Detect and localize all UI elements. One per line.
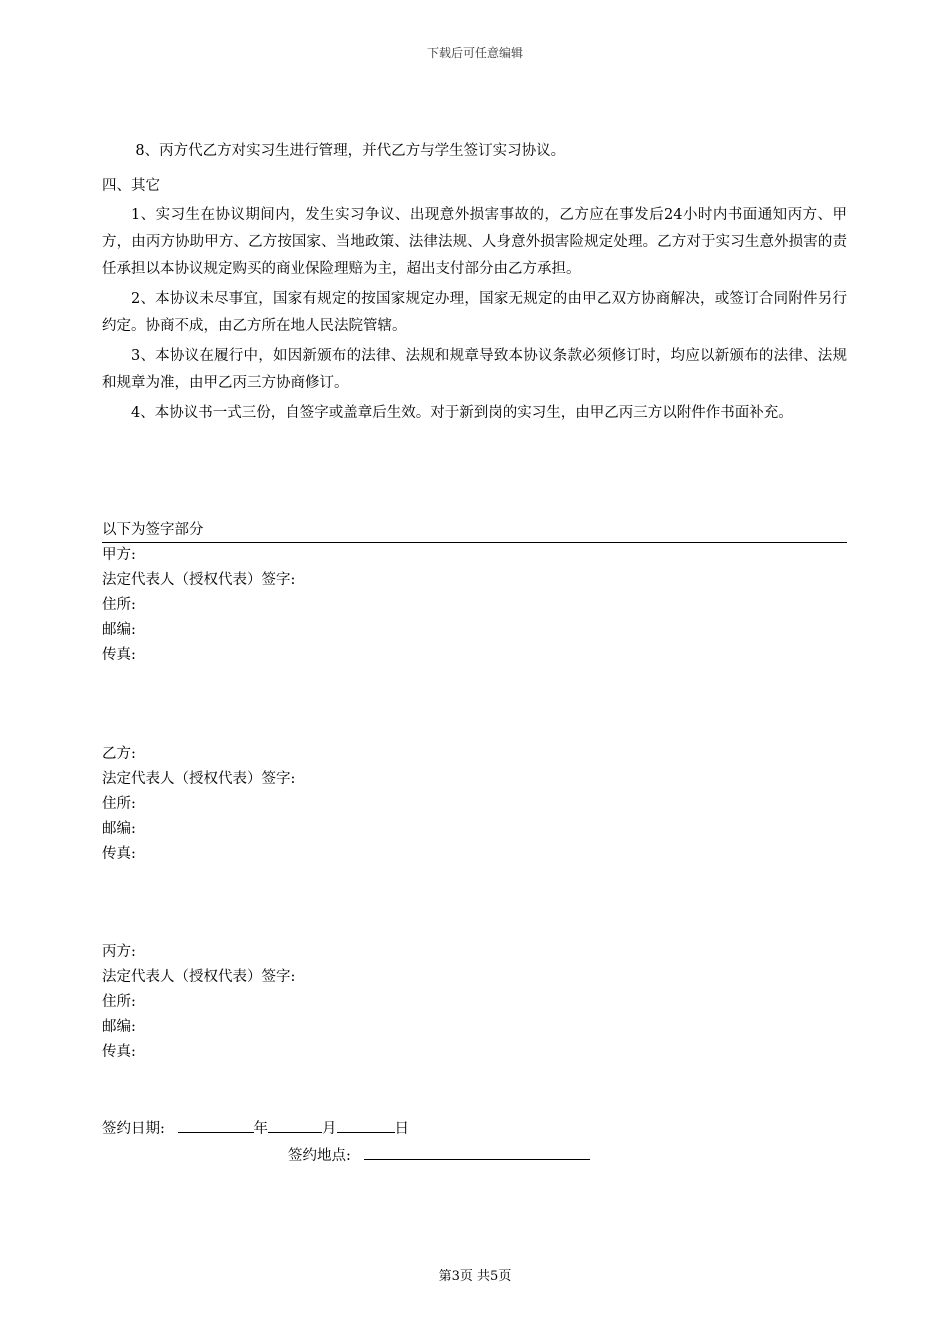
month-blank[interactable]: [268, 1114, 322, 1133]
section-4-clause-3: 3、本协议在履行中，如因新颁布的法律、法规和规章导致本协议条款必须修订时，均应以新颁布的法律、法规和规章为准，由甲乙丙三方协商修订。: [102, 348, 847, 391]
place-blank[interactable]: [364, 1141, 590, 1160]
party-a-address: 住所:: [102, 597, 136, 613]
party-a-block: [102, 543, 602, 668]
party-a-name: 甲方:: [102, 547, 136, 563]
party-c-rep-signature: 法定代表人（授权代表）签字:: [102, 969, 296, 985]
party-b-fax: 传真:: [102, 846, 136, 862]
party-c-name: 丙方:: [102, 944, 136, 960]
section-4-clause-1: 1、实习生在协议期间内，发生实习争议、出现意外损害事故的，乙方应在事发后24小时内书面通知丙方、甲方，由丙方协助甲方、乙方按国家、当地政策、法律法规、人身意外损害险规定处理。乙方对于实习生意外损害的责任承担以本协议规定购买的商业保险理赔为主，超出支付部分由乙方承担。: [102, 207, 847, 277]
section-4-clause-2: 2、本协议未尽事宜，国家有规定的按国家规定办理，国家无规定的由甲乙双方协商解决，或签订合同附件另行约定。协商不成，由乙方所在地人民法院管辖。: [102, 291, 847, 334]
year-blank[interactable]: [178, 1114, 254, 1133]
party-a-fax: 传真:: [102, 647, 136, 663]
month-label: 月: [322, 1121, 337, 1137]
day-blank[interactable]: [337, 1114, 395, 1133]
party-b-postcode: 邮编:: [102, 821, 136, 837]
party-b-address: 住所:: [102, 796, 136, 812]
clause-8: 8、丙方代乙方对实习生进行管理，并代乙方与学生签订实习协议。: [135, 143, 566, 159]
party-c-address: 住所:: [102, 994, 136, 1010]
party-b-name: 乙方:: [102, 746, 136, 762]
header-note: 下载后可任意编辑: [426, 46, 523, 60]
signing-date-label: 签约日期:: [102, 1121, 165, 1137]
party-c-postcode: 邮编:: [102, 1019, 136, 1035]
page-number-footer: 第3页 共5页: [438, 1269, 512, 1284]
day-label: 日: [394, 1121, 409, 1137]
year-label: 年: [253, 1121, 268, 1137]
party-a-postcode: 邮编:: [102, 622, 136, 638]
party-c-block: [102, 940, 602, 1065]
signing-place-label: 签约地点:: [288, 1148, 351, 1164]
signing-date-row: [102, 1114, 409, 1142]
section-4-title: 四、其它: [102, 178, 160, 194]
party-c-fax: 传真:: [102, 1044, 136, 1060]
party-b-rep-signature: 法定代表人（授权代表）签字:: [102, 771, 296, 787]
section-4-clause-4: 4、本协议书一式三份，自签字或盖章后生效。对于新到岗的实习生，由甲乙丙三方以附件作书面补充。: [131, 405, 793, 421]
document-body: [102, 138, 847, 427]
signing-place-row: [288, 1141, 590, 1169]
party-a-rep-signature: 法定代表人（授权代表）签字:: [102, 572, 296, 588]
party-b-block: [102, 742, 602, 867]
signature-section-heading: 以下为签字部分: [102, 518, 847, 543]
